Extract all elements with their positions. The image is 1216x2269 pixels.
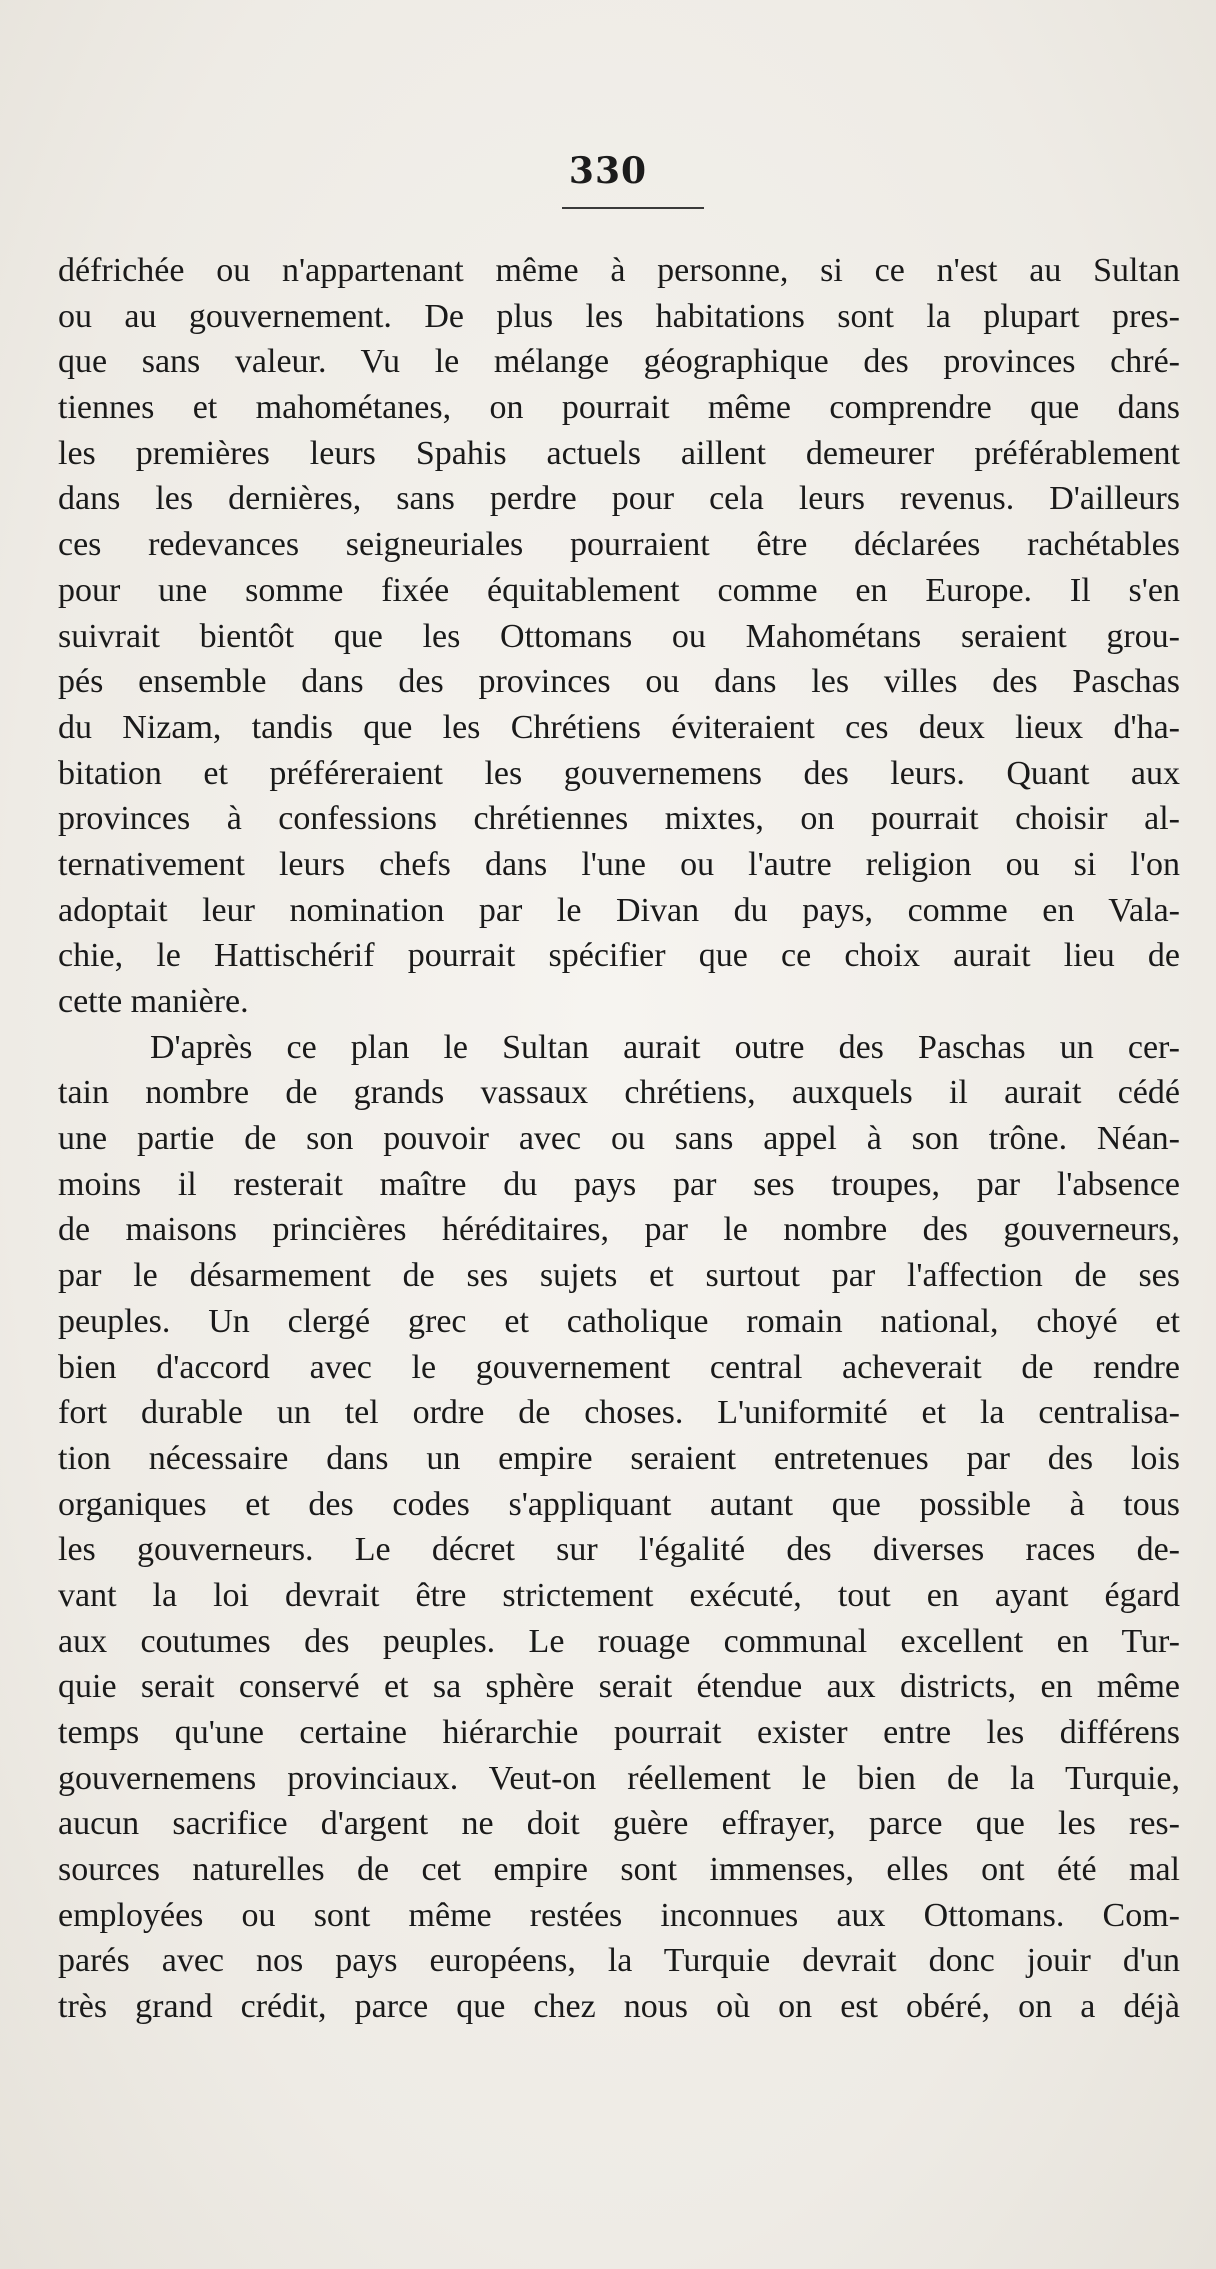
text-line: très grand crédit, parce que chez nous où on est obéré, on a déjà — [58, 1988, 1180, 2026]
text-line: aux coutumes des peuples. Le rouage communal excellent en Tur- — [58, 1622, 1180, 1660]
text-line: dans les dernières, sans perdre pour cela leurs revenus. D'ailleurs — [58, 480, 1180, 518]
text-line: provinces à confessions chrétiennes mixtes, on pourrait choisir al- — [58, 800, 1180, 838]
text-line: bien d'accord avec le gouvernement central acheverait de rendre — [58, 1348, 1180, 1386]
text-line: de maisons princières héréditaires, par le nombre des gouverneurs, — [58, 1211, 1180, 1249]
text-line: adoptait leur nomination par le Divan du pays, comme en Vala- — [58, 891, 1180, 929]
text-line: défrichée ou n'appartenant même à personne, si ce n'est au Sultan — [58, 252, 1180, 289]
text-line: bitation et préféreraient les gouvernemens des leurs. Quant aux — [58, 754, 1180, 792]
text-line: les gouverneurs. Le décret sur l'égalité des diverses races de- — [58, 1531, 1180, 1569]
text-line: gouvernemens provinciaux. Veut-on réellement le bien de la Turquie, — [58, 1759, 1180, 1797]
text-line: parés avec nos pays européens, la Turquie devrait donc jouir d'un — [58, 1942, 1180, 1980]
text-line: les premières leurs Spahis actuels aillent demeurer préférablement — [58, 434, 1180, 472]
text-line: D'après ce plan le Sultan aurait outre des Paschas un cer- — [150, 1028, 1180, 1066]
text-line: aucun sacrifice d'argent ne doit guère effrayer, parce que les res- — [58, 1805, 1180, 1843]
text-line: fort durable un tel ordre de choses. L'uniformité et la centralisa- — [58, 1394, 1180, 1432]
text-line: une partie de son pouvoir avec ou sans appel à son trône. Néan- — [58, 1120, 1180, 1158]
text-line: ou au gouvernement. De plus les habitations sont la plupart pres- — [58, 297, 1180, 335]
text-line: pés ensemble dans des provinces ou dans les villes des Paschas — [58, 663, 1180, 701]
text-line: tiennes et mahométanes, on pourrait même comprendre que dans — [58, 389, 1180, 427]
text-line: peuples. Un clergé grec et catholique romain national, choyé et — [58, 1302, 1180, 1340]
text-line: moins il resterait maître du pays par ses troupes, par l'absence — [58, 1165, 1180, 1203]
page-number: 330 — [568, 150, 648, 192]
text-line: chie, le Hattischérif pourrait spécifier que ce choix aurait lieu de — [58, 937, 1180, 975]
text-line: ces redevances seigneuriales pourraient être déclarées rachétables — [58, 526, 1180, 564]
text-line: vant la loi devrait être strictement exécuté, tout en ayant égard — [58, 1576, 1180, 1614]
text-line: ternativement leurs chefs dans l'une ou l'autre religion ou si l'on — [58, 845, 1180, 883]
body-text — [58, 248, 1180, 2030]
text-line: tion nécessaire dans un empire seraient entretenues par des lois — [58, 1439, 1180, 1477]
text-line: par le désarmement de ses sujets et surtout par l'affection de ses — [58, 1257, 1180, 1295]
text-line: pour une somme fixée équitablement comme en Europe. Il s'en — [58, 571, 1180, 609]
text-line: cette manière. — [58, 983, 249, 1020]
text-line: employées ou sont même restées inconnues aux Ottomans. Com- — [58, 1896, 1180, 1934]
text-line: du Nizam, tandis que les Chrétiens éviteraient ces deux lieux d'ha- — [58, 708, 1180, 746]
text-line: que sans valeur. Vu le mélange géographique des provinces chré- — [58, 343, 1180, 381]
text-line: temps qu'une certaine hiérarchie pourrait exister entre les différens — [58, 1714, 1180, 1751]
text-line: tain nombre de grands vassaux chrétiens, auxquels il aurait cédé — [58, 1074, 1180, 1112]
text-line: suivrait bientôt que les Ottomans ou Mahométans seraient grou- — [58, 617, 1180, 655]
text-line: organiques et des codes s'appliquant autant que possible à tous — [58, 1485, 1180, 1523]
header-rule — [562, 207, 704, 209]
text-line: quie serait conservé et sa sphère serait étendue aux districts, en même — [58, 1668, 1180, 1706]
text-line: sources naturelles de cet empire sont immenses, elles ont été mal — [58, 1851, 1180, 1889]
